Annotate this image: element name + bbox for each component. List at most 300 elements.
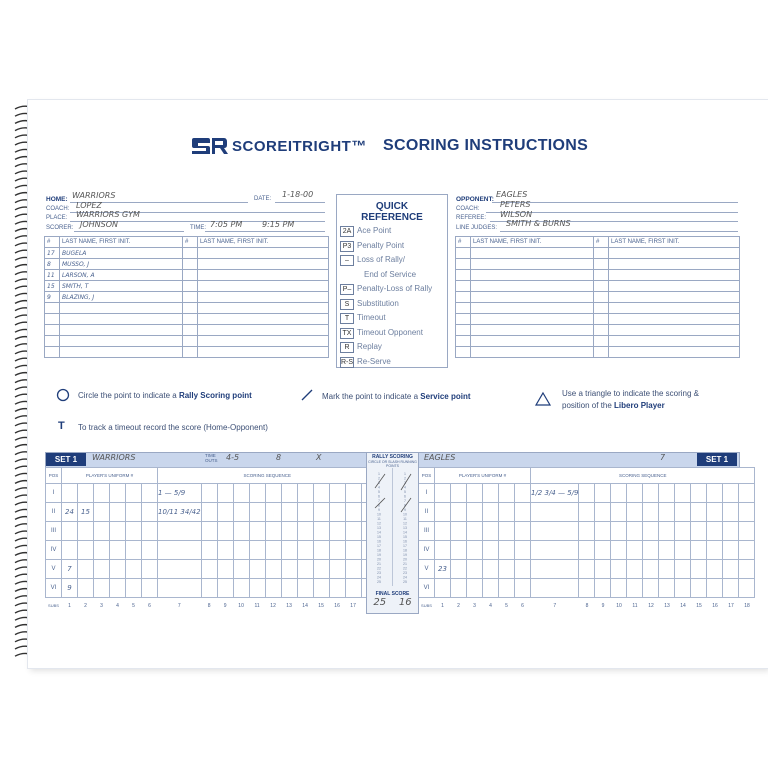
score-cell[interactable] <box>675 560 691 579</box>
score-cell[interactable] <box>110 484 126 503</box>
score-cell[interactable] <box>691 560 707 579</box>
score-cell[interactable] <box>659 579 675 598</box>
score-cell[interactable] <box>249 560 265 579</box>
score-cell[interactable] <box>78 522 94 541</box>
home-mark-1[interactable]: 8 <box>276 453 282 462</box>
score-cell[interactable] <box>707 541 723 560</box>
score-cell[interactable] <box>739 484 755 503</box>
score-cell[interactable] <box>265 579 281 598</box>
score-cell[interactable] <box>435 503 451 522</box>
score-cell[interactable]: 1 — 5/9 <box>158 484 202 503</box>
score-cell[interactable] <box>739 541 755 560</box>
home-mark-2[interactable]: X <box>316 453 322 462</box>
score-cell[interactable] <box>126 522 142 541</box>
score-cell[interactable] <box>313 560 329 579</box>
rally-number[interactable]: 8 <box>404 503 406 508</box>
score-cell[interactable] <box>707 560 723 579</box>
rally-number[interactable]: 5 <box>404 490 406 494</box>
score-cell[interactable] <box>110 579 126 598</box>
rally-number[interactable]: 8 <box>378 503 380 508</box>
score-cell[interactable] <box>142 560 158 579</box>
table-row[interactable] <box>456 281 740 292</box>
grid-row[interactable] <box>419 503 755 522</box>
score-cell[interactable] <box>723 484 739 503</box>
score-cell[interactable] <box>233 503 249 522</box>
score-cell[interactable] <box>201 503 217 522</box>
home-team-value[interactable]: WARRIORS <box>72 191 116 200</box>
rally-number[interactable]: 22 <box>403 566 407 571</box>
score-cell[interactable] <box>265 503 281 522</box>
score-cell[interactable] <box>249 579 265 598</box>
score-cell[interactable] <box>451 503 467 522</box>
line-judges-value[interactable]: SMITH & BURNS <box>506 219 571 228</box>
table-row[interactable] <box>456 347 740 358</box>
score-cell[interactable] <box>691 522 707 541</box>
time-start-value[interactable]: 7:05 PM <box>210 220 243 229</box>
table-row[interactable]: 17 BUGELA <box>45 248 329 259</box>
home-time-outs-value[interactable]: 4-5 <box>226 453 240 462</box>
score-cell[interactable] <box>217 560 233 579</box>
score-cell[interactable] <box>281 560 297 579</box>
score-cell[interactable] <box>158 560 202 579</box>
score-cell[interactable] <box>627 541 643 560</box>
score-cell[interactable] <box>201 579 217 598</box>
score-cell[interactable] <box>217 484 233 503</box>
score-cell[interactable] <box>142 522 158 541</box>
score-cell[interactable] <box>531 579 579 598</box>
score-cell[interactable] <box>345 522 361 541</box>
score-cell[interactable] <box>126 503 142 522</box>
score-cell[interactable] <box>707 579 723 598</box>
score-cell[interactable] <box>531 522 579 541</box>
score-cell[interactable] <box>265 484 281 503</box>
table-row[interactable] <box>456 314 740 325</box>
score-cell[interactable] <box>675 503 691 522</box>
score-cell[interactable] <box>579 503 595 522</box>
score-cell[interactable] <box>627 522 643 541</box>
rally-number[interactable]: 12 <box>403 521 407 526</box>
score-cell[interactable] <box>329 541 345 560</box>
score-cell[interactable] <box>611 579 627 598</box>
score-cell[interactable] <box>707 503 723 522</box>
score-cell[interactable] <box>94 522 110 541</box>
grid-row[interactable] <box>419 484 755 503</box>
home-set-team[interactable]: WARRIORS <box>92 453 136 462</box>
rally-number[interactable]: 7 <box>404 499 406 503</box>
opponent-coach-value[interactable]: PETERS <box>500 200 531 209</box>
grid-row[interactable] <box>46 503 378 522</box>
score-cell[interactable] <box>451 579 467 598</box>
score-cell[interactable] <box>483 503 499 522</box>
score-cell[interactable] <box>595 560 611 579</box>
score-cell[interactable] <box>110 560 126 579</box>
score-cell[interactable] <box>467 503 483 522</box>
rally-number[interactable]: 25 <box>403 580 407 584</box>
score-cell[interactable] <box>313 484 329 503</box>
score-cell[interactable] <box>691 579 707 598</box>
score-cell[interactable] <box>217 579 233 598</box>
score-cell[interactable] <box>707 522 723 541</box>
score-cell[interactable] <box>467 560 483 579</box>
rally-number[interactable]: 10 <box>403 512 407 517</box>
score-cell[interactable] <box>233 579 249 598</box>
rally-number[interactable]: 9 <box>378 508 380 512</box>
score-cell[interactable] <box>739 560 755 579</box>
rally-number[interactable]: 16 <box>377 539 381 544</box>
score-cell[interactable] <box>313 503 329 522</box>
score-cell[interactable] <box>78 541 94 560</box>
score-cell[interactable] <box>499 522 515 541</box>
rally-number[interactable]: 14 <box>377 530 381 535</box>
score-cell[interactable] <box>217 522 233 541</box>
place-value[interactable]: WARRIORS GYM <box>76 210 140 219</box>
score-cell[interactable] <box>233 484 249 503</box>
score-cell[interactable] <box>142 503 158 522</box>
score-cell[interactable] <box>233 560 249 579</box>
score-cell[interactable] <box>297 579 313 598</box>
score-cell[interactable] <box>110 522 126 541</box>
score-cell[interactable] <box>595 579 611 598</box>
score-cell[interactable] <box>345 541 361 560</box>
score-cell[interactable] <box>265 560 281 579</box>
score-cell[interactable] <box>723 579 739 598</box>
score-cell[interactable] <box>329 484 345 503</box>
score-cell[interactable] <box>62 484 78 503</box>
score-cell[interactable] <box>579 522 595 541</box>
score-cell[interactable] <box>435 541 451 560</box>
score-cell[interactable] <box>94 484 110 503</box>
score-cell[interactable] <box>499 560 515 579</box>
score-cell[interactable] <box>659 503 675 522</box>
rally-number[interactable]: 21 <box>403 562 407 566</box>
table-row[interactable] <box>45 325 329 336</box>
rally-number[interactable]: 25 <box>377 580 381 584</box>
score-cell[interactable] <box>675 522 691 541</box>
table-row[interactable] <box>456 292 740 303</box>
score-cell[interactable] <box>723 541 739 560</box>
referee-value[interactable]: WILSON <box>500 210 533 219</box>
score-cell[interactable] <box>201 484 217 503</box>
score-cell[interactable] <box>643 560 659 579</box>
score-cell[interactable] <box>579 579 595 598</box>
score-cell[interactable] <box>435 522 451 541</box>
table-row[interactable] <box>45 314 329 325</box>
score-cell[interactable] <box>499 503 515 522</box>
score-cell[interactable] <box>659 522 675 541</box>
score-cell[interactable] <box>675 541 691 560</box>
grid-row[interactable] <box>46 541 378 560</box>
table-row[interactable] <box>456 248 740 259</box>
score-cell[interactable] <box>233 522 249 541</box>
score-cell[interactable] <box>329 560 345 579</box>
score-cell[interactable] <box>611 541 627 560</box>
rally-number[interactable]: 24 <box>403 575 407 580</box>
score-cell[interactable] <box>675 484 691 503</box>
date-value[interactable]: 1-18-00 <box>282 190 314 199</box>
score-cell[interactable] <box>627 503 643 522</box>
score-cell[interactable] <box>78 579 94 598</box>
grid-row[interactable] <box>419 579 755 598</box>
score-cell[interactable] <box>158 522 202 541</box>
score-cell[interactable] <box>201 541 217 560</box>
score-cell[interactable] <box>627 579 643 598</box>
score-cell[interactable] <box>217 541 233 560</box>
rally-number[interactable]: 13 <box>403 526 407 530</box>
score-cell[interactable] <box>531 541 579 560</box>
score-cell[interactable]: 24 <box>62 503 78 522</box>
score-cell[interactable] <box>531 560 579 579</box>
score-cell[interactable] <box>281 541 297 560</box>
score-cell[interactable] <box>723 560 739 579</box>
score-cell[interactable] <box>451 484 467 503</box>
score-cell[interactable] <box>483 484 499 503</box>
rally-number[interactable]: 16 <box>403 539 407 544</box>
table-row[interactable] <box>45 347 329 358</box>
rally-number[interactable]: 10 <box>377 512 381 517</box>
score-cell[interactable] <box>281 579 297 598</box>
score-cell[interactable] <box>94 560 110 579</box>
score-cell[interactable] <box>62 522 78 541</box>
score-cell[interactable] <box>297 560 313 579</box>
score-cell[interactable] <box>78 560 94 579</box>
score-cell[interactable]: 10/11 34/42 <box>158 503 202 522</box>
score-cell[interactable] <box>579 560 595 579</box>
score-cell[interactable] <box>345 484 361 503</box>
score-cell[interactable] <box>739 579 755 598</box>
rally-number[interactable]: 18 <box>377 548 381 553</box>
score-cell[interactable] <box>313 579 329 598</box>
score-cell[interactable] <box>249 541 265 560</box>
score-cell[interactable]: 23 <box>435 560 451 579</box>
score-cell[interactable] <box>451 541 467 560</box>
score-cell[interactable] <box>467 579 483 598</box>
score-cell[interactable]: 9 <box>62 579 78 598</box>
score-cell[interactable] <box>659 541 675 560</box>
score-cell[interactable] <box>62 541 78 560</box>
rally-number[interactable]: 18 <box>403 548 407 553</box>
score-cell[interactable] <box>659 484 675 503</box>
rally-number[interactable]: 2 <box>378 476 380 481</box>
score-cell[interactable] <box>515 503 531 522</box>
score-cell[interactable] <box>595 522 611 541</box>
score-cell[interactable] <box>110 541 126 560</box>
score-cell[interactable] <box>691 503 707 522</box>
score-cell[interactable] <box>78 484 94 503</box>
rally-number[interactable]: 22 <box>377 566 381 571</box>
score-cell[interactable]: 15 <box>78 503 94 522</box>
score-cell[interactable] <box>94 503 110 522</box>
rally-number[interactable]: 19 <box>403 553 407 557</box>
rally-number[interactable]: 5 <box>378 490 380 494</box>
score-cell[interactable] <box>435 484 451 503</box>
score-cell[interactable] <box>265 522 281 541</box>
grid-row[interactable] <box>419 522 755 541</box>
score-cell[interactable] <box>94 541 110 560</box>
rally-number[interactable]: 9 <box>404 508 406 512</box>
table-row[interactable] <box>456 336 740 347</box>
score-cell[interactable] <box>467 541 483 560</box>
rally-number[interactable]: 12 <box>377 521 381 526</box>
score-cell[interactable] <box>739 522 755 541</box>
score-cell[interactable] <box>483 579 499 598</box>
score-cell[interactable] <box>313 522 329 541</box>
score-cell[interactable] <box>467 522 483 541</box>
home-coach-value[interactable]: LOPEZ <box>76 201 102 210</box>
score-cell[interactable] <box>329 503 345 522</box>
rally-number[interactable]: 17 <box>377 544 381 548</box>
rally-number[interactable]: 6 <box>378 494 380 499</box>
score-cell[interactable] <box>281 503 297 522</box>
score-cell[interactable] <box>483 560 499 579</box>
score-cell[interactable] <box>142 484 158 503</box>
rally-number[interactable]: 6 <box>404 494 406 499</box>
score-cell[interactable] <box>691 484 707 503</box>
final-score-away[interactable]: 16 <box>398 597 412 608</box>
score-cell[interactable] <box>297 484 313 503</box>
rally-number[interactable]: 4 <box>378 485 380 490</box>
rally-number[interactable]: 15 <box>377 535 381 539</box>
score-cell[interactable] <box>126 541 142 560</box>
rally-number[interactable]: 21 <box>377 562 381 566</box>
rally-number[interactable]: 23 <box>377 571 381 575</box>
score-cell[interactable] <box>451 522 467 541</box>
score-cell[interactable] <box>249 484 265 503</box>
score-cell[interactable] <box>515 560 531 579</box>
score-cell[interactable] <box>515 484 531 503</box>
rally-number[interactable]: 17 <box>403 544 407 548</box>
grid-row[interactable] <box>419 541 755 560</box>
score-cell[interactable] <box>329 579 345 598</box>
score-cell[interactable] <box>297 541 313 560</box>
score-cell[interactable] <box>345 579 361 598</box>
score-cell[interactable] <box>142 579 158 598</box>
score-cell[interactable] <box>94 579 110 598</box>
score-cell[interactable] <box>281 522 297 541</box>
score-cell[interactable]: 1/2 3/4 — 5/9 <box>531 484 579 503</box>
score-cell[interactable] <box>467 484 483 503</box>
score-cell[interactable] <box>249 522 265 541</box>
rally-number[interactable]: 24 <box>377 575 381 580</box>
score-cell[interactable] <box>126 560 142 579</box>
table-row[interactable]: 11 LARSON, A <box>45 270 329 281</box>
scorer-value[interactable]: JOHNSON <box>80 220 119 229</box>
score-cell[interactable] <box>675 579 691 598</box>
score-cell[interactable] <box>531 503 579 522</box>
score-cell[interactable] <box>499 484 515 503</box>
grid-row[interactable] <box>419 560 755 579</box>
rally-number[interactable]: 19 <box>377 553 381 557</box>
score-cell[interactable] <box>691 541 707 560</box>
table-row[interactable] <box>456 259 740 270</box>
time-end-value[interactable]: 9:15 PM <box>262 220 295 229</box>
score-cell[interactable] <box>595 484 611 503</box>
score-cell[interactable] <box>659 560 675 579</box>
table-row[interactable] <box>45 336 329 347</box>
score-cell[interactable] <box>126 579 142 598</box>
score-cell[interactable] <box>499 541 515 560</box>
score-cell[interactable] <box>201 560 217 579</box>
score-cell[interactable] <box>158 579 202 598</box>
score-cell[interactable] <box>515 579 531 598</box>
score-cell[interactable] <box>313 541 329 560</box>
score-cell[interactable] <box>281 484 297 503</box>
rally-number[interactable]: 13 <box>377 526 381 530</box>
score-cell[interactable] <box>515 522 531 541</box>
rally-number[interactable]: 1 <box>404 472 406 476</box>
score-cell[interactable] <box>483 541 499 560</box>
score-cell[interactable] <box>611 522 627 541</box>
score-cell[interactable] <box>611 503 627 522</box>
score-cell[interactable] <box>627 484 643 503</box>
score-cell[interactable] <box>579 541 595 560</box>
table-row[interactable]: 8 MUSSO, J <box>45 259 329 270</box>
score-cell[interactable] <box>329 522 345 541</box>
rally-number[interactable]: 2 <box>404 476 406 481</box>
score-cell[interactable] <box>110 503 126 522</box>
score-cell[interactable] <box>723 503 739 522</box>
grid-row[interactable] <box>46 579 378 598</box>
away-set-team[interactable]: EAGLES <box>424 453 456 462</box>
grid-row[interactable] <box>46 560 378 579</box>
score-cell[interactable] <box>142 541 158 560</box>
score-cell[interactable] <box>595 503 611 522</box>
score-cell[interactable] <box>579 484 595 503</box>
score-cell[interactable] <box>345 503 361 522</box>
score-cell[interactable] <box>627 560 643 579</box>
rally-number[interactable]: 7 <box>378 499 380 503</box>
table-row[interactable]: 15 SMITH, T <box>45 281 329 292</box>
table-row[interactable]: 9 BLAZING, J <box>45 292 329 303</box>
table-row[interactable] <box>456 303 740 314</box>
score-cell[interactable] <box>499 579 515 598</box>
rally-number[interactable]: 15 <box>403 535 407 539</box>
score-cell[interactable] <box>643 484 659 503</box>
score-cell[interactable] <box>707 484 723 503</box>
score-cell[interactable] <box>643 503 659 522</box>
score-cell[interactable] <box>297 522 313 541</box>
rally-number[interactable]: 11 <box>377 517 381 521</box>
score-cell[interactable] <box>611 560 627 579</box>
table-row[interactable] <box>45 303 329 314</box>
score-cell[interactable] <box>643 541 659 560</box>
score-cell[interactable] <box>611 484 627 503</box>
grid-row[interactable] <box>46 484 378 503</box>
rally-number[interactable]: 23 <box>403 571 407 575</box>
score-cell[interactable] <box>515 541 531 560</box>
score-cell[interactable] <box>158 541 202 560</box>
opponent-team-value[interactable]: EAGLES <box>496 190 528 199</box>
score-cell[interactable] <box>345 560 361 579</box>
score-cell[interactable] <box>233 541 249 560</box>
final-score-home[interactable]: 25 <box>373 597 387 608</box>
away-mark[interactable]: 7 <box>660 453 666 462</box>
rally-number[interactable]: 1 <box>378 472 380 476</box>
rally-number[interactable]: 14 <box>403 530 407 535</box>
grid-row[interactable] <box>46 522 378 541</box>
table-row[interactable] <box>456 270 740 281</box>
score-cell[interactable] <box>249 503 265 522</box>
rally-number[interactable]: 20 <box>403 557 407 562</box>
table-row[interactable] <box>456 325 740 336</box>
score-cell[interactable] <box>451 560 467 579</box>
score-cell[interactable] <box>217 503 233 522</box>
score-cell[interactable] <box>483 522 499 541</box>
score-cell[interactable] <box>595 541 611 560</box>
score-cell[interactable] <box>643 522 659 541</box>
score-cell[interactable] <box>126 484 142 503</box>
rally-number[interactable]: 4 <box>404 485 406 490</box>
rally-number[interactable]: 11 <box>403 517 407 521</box>
